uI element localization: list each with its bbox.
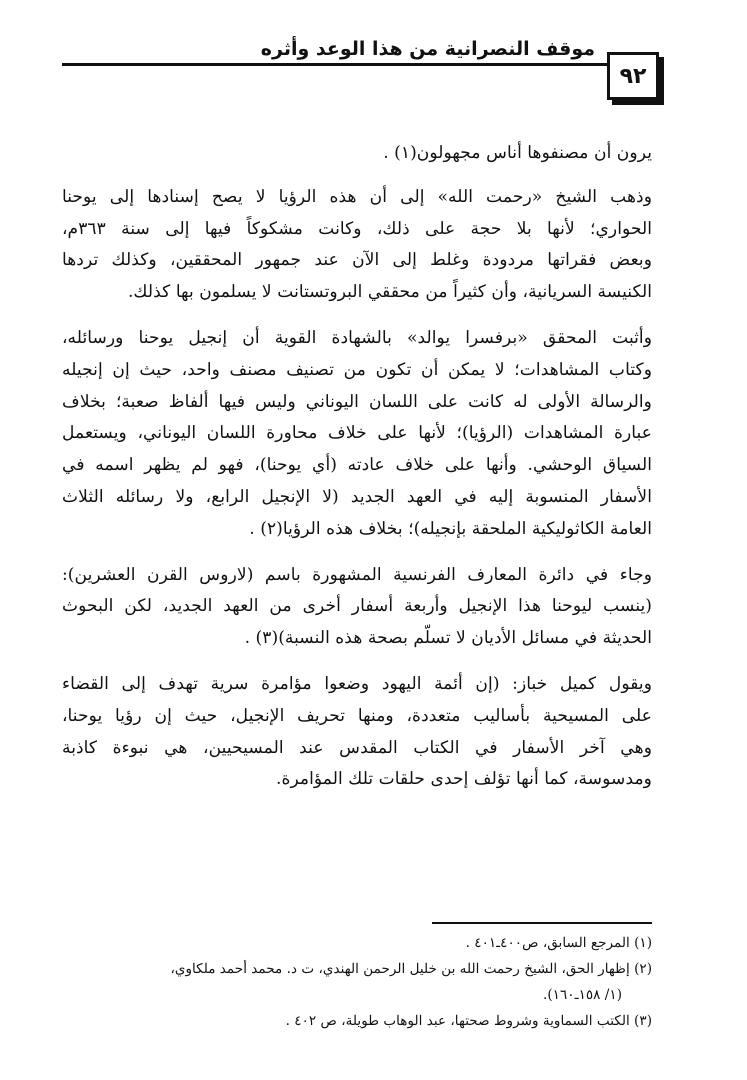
text-line: يرون أن مصنفوها أناس مجهولون(١) . — [383, 143, 652, 163]
footnote-line: (٣) الكتب السماوية وشروط صحتها، عبد الوهاب طويلة، ص ٤٠٢ . — [285, 1013, 652, 1029]
footnote-rule — [432, 922, 652, 924]
paragraph — [62, 560, 652, 655]
body-text — [62, 138, 652, 810]
running-title: موقف النصرانية من هذا الوعد وأثره — [260, 38, 595, 60]
text-line: وذهب الشيخ «رحمت الله» إلى أن هذه الرؤيا لا يصح إسنادها إلى يوحنا — [62, 186, 652, 207]
page-number — [607, 52, 659, 100]
paragraph — [62, 323, 652, 546]
text-line: عبارة المشاهدات (الرؤيا)؛ لأنها على خلاف محاورة اللسان اليوناني، ويستعمل — [62, 423, 652, 444]
text-line: الكنيسة السريانية، وأن كثيراً من محققي البروتستانت لا يسلمون بها كذلك. — [127, 282, 652, 303]
text-line: وكتاب المشاهدات؛ لا يمكن أن تكون من تصنيف مصنف واحد، حيث إن إنجيله — [62, 359, 652, 380]
text-line: وأثبت المحقق «برفسرا يوالد» بالشهادة القوية أن إنجيل يوحنا ورسائله، — [62, 327, 652, 348]
text-line: وهي آخر الأسفار في الكتاب المقدس عند المسيحيين، هي نبوءة كاذبة — [62, 737, 652, 758]
text-line: (ينسب ليوحنا هذا الإنجيل وأربعة أسفار أخرى من العهد الجديد، لكن البحوث — [62, 596, 652, 617]
text-line: السياق الوحشي. وأنها على خلاف عادته (أي يوحنا)، فهو لم يظهر اسمه في — [62, 455, 652, 476]
text-line: وجاء في دائرة المعارف الفرنسية المشهورة باسم (لاروس القرن العشرين): — [62, 564, 652, 585]
text-line: ومدسوسة، كما أنها تؤلف إحدى حلقات تلك المؤامرة. — [275, 769, 652, 790]
footnote-line: (١/ ١٥٨ـ١٦٠). — [543, 987, 622, 1003]
text-line: ويقول كميل خباز: (إن أئمة اليهود وضعوا مؤامرة سرية تهدف إلى القضاء — [62, 673, 652, 694]
text-line: الأسفار المنسوبة إليه في العهد الجديد (لا الإنجيل الرابع، ولا رسائله الثلاث — [62, 486, 652, 507]
paragraph — [62, 669, 652, 796]
header-rule — [62, 63, 607, 66]
paragraph — [62, 138, 652, 170]
text-line: العامة الكاثوليكية الملحقة بإنجيله)؛ بخلاف هذه الرؤيا(٢) . — [249, 518, 652, 539]
footnote-line: (٢) إظهار الحق، الشيخ رحمت الله بن خليل الرحمن الهندي، ت د. محمد أحمد ملكاوي، — [170, 961, 652, 977]
text-line: والرسالة الأولى له كانت على اللسان اليوناني وليس فيها ألفاظ صعبة؛ بخلاف — [62, 391, 652, 412]
footnotes — [62, 930, 652, 1034]
text-line: الحواري؛ لأنها بلا حجة على ذلك، وكانت مشكوكاً فيها إلى سنة ٣٦٣م، — [62, 218, 652, 239]
text-line: الحديثة في مسائل الأديان لا تسلّم بصحة هذه النسبة)(٣) . — [244, 628, 652, 649]
text-line: على المسيحية بأساليب متعددة، ومنها تحريف الإنجيل، حيث إن رؤيا يوحنا، — [62, 705, 652, 726]
paragraph — [62, 182, 652, 309]
text-line: وبعض فقراتها مردودة وغلط إلى الآن عند جمهور المحققين، وكذلك تردها — [62, 250, 652, 271]
page-number-text: ٩٢ — [619, 63, 647, 89]
footnote-line: (١) المرجع السابق، ص٤٠٠ـ٤٠١ . — [465, 935, 652, 951]
